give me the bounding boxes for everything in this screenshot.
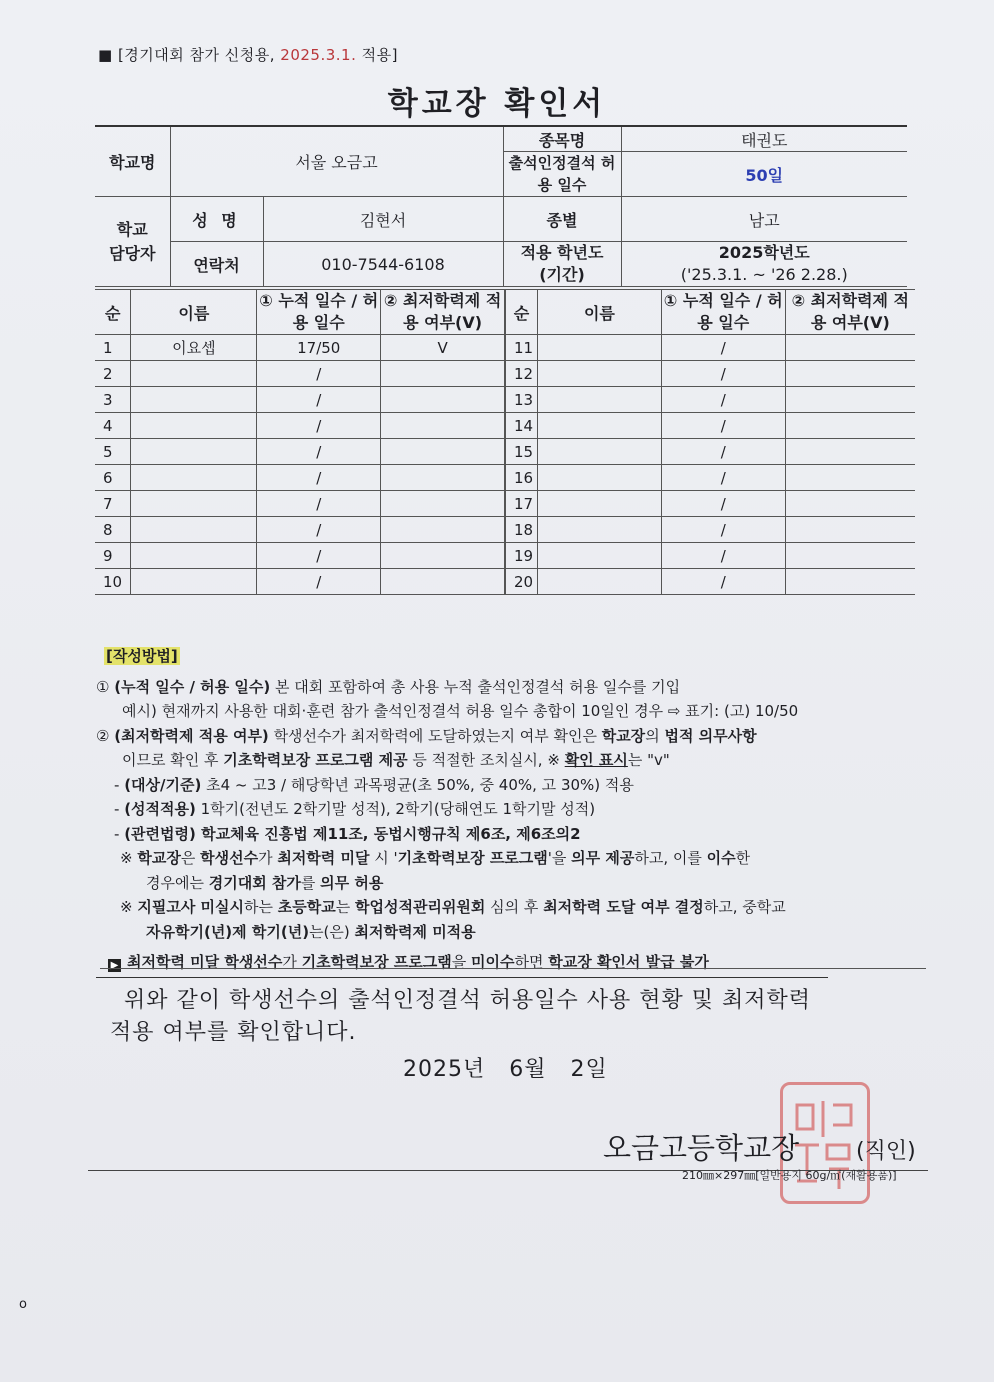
t: 는(은) (309, 922, 355, 941)
table-row (95, 439, 505, 465)
t: 초등학교 (277, 898, 336, 916)
cell-min (381, 465, 505, 491)
t: 이므로 확인 후 (122, 751, 224, 769)
t: 등 적절한 조치실시, ※ (407, 751, 565, 769)
cell-min (381, 543, 505, 569)
t: 기초학력보장 프로그램 (301, 953, 452, 971)
table-row (506, 517, 916, 543)
instr-line-3 (96, 724, 926, 749)
school-name-label: 학교명 (95, 126, 170, 197)
table-row (506, 439, 916, 465)
t: 의무 허용 (320, 873, 384, 892)
cell-no: 4 (95, 413, 131, 439)
instr-line-4 (96, 748, 926, 773)
cell-name (537, 387, 661, 413)
cell-no: 1 (95, 335, 131, 361)
event-label: 종목명 (503, 126, 621, 152)
cell-name (537, 569, 661, 595)
t: (최저학력제 적용 여부) (114, 726, 269, 745)
cell-no: 11 (506, 335, 538, 361)
t: 이수 (706, 849, 736, 867)
t: (대상/기준) (124, 775, 202, 794)
table-row (95, 413, 505, 439)
cell-name (537, 361, 661, 387)
confirm-line-1: 위와 같이 학생선수의 출석인정결석 허용일수 사용 현황 및 최저학력 (124, 988, 812, 1013)
col-days-header: ① 누적 일수 / 허용 일수 (257, 290, 381, 335)
t: 하고, 이를 (634, 849, 707, 867)
cell-no: 6 (95, 465, 131, 491)
cell-no: 2 (95, 361, 131, 387)
table-row (95, 491, 505, 517)
t: (관련법령) 학교체육 진흥법 제11조, 동법시행규칙 제6조, 제6조의2 (124, 824, 581, 843)
cell-min (785, 387, 915, 413)
cell-no: 8 (95, 517, 131, 543)
cell-min (785, 517, 915, 543)
year-period: ('25.3.1. ~ '26 2.28.) (680, 265, 848, 284)
cell-days: / (661, 361, 785, 387)
table-row (95, 465, 505, 491)
t: 시 ' (369, 849, 398, 867)
cell-days: / (257, 543, 381, 569)
t: 학업성적관리위원회 (354, 898, 486, 916)
col-no-header: 순 (95, 290, 131, 335)
cell-no: 20 (506, 569, 538, 595)
paper-spec: 210㎜×297㎜[일반용지 60g/㎡(재활용품)] (682, 1169, 897, 1182)
absence-days-value: 50일 (621, 152, 907, 197)
absence-days-label (503, 152, 621, 197)
t: 의무 제공 (571, 849, 635, 867)
table-row (506, 543, 916, 569)
cell-min (785, 335, 915, 361)
t: 학교장 (137, 849, 181, 867)
cell-name (537, 335, 661, 361)
cell-name (537, 491, 661, 517)
cell-name (537, 543, 661, 569)
instr-line-5 (96, 773, 926, 798)
cell-name (131, 491, 257, 517)
school-principal-signature: 오금고등학교장 (603, 1131, 800, 1165)
t: 하는 (244, 898, 278, 916)
table-row (506, 361, 916, 387)
cell-no: 13 (506, 387, 538, 413)
t: 심의 후 (485, 898, 544, 916)
t: 하면 (514, 953, 549, 971)
t: 최저학력 미달 (277, 849, 370, 867)
t: 최저학력 도달 여부 결정 (543, 898, 704, 916)
confirm-line-2: 적용 여부를 확인합니다. (110, 1020, 357, 1045)
t: 학교장 (601, 726, 646, 745)
cell-name (131, 465, 257, 491)
athlete-table-right (505, 289, 915, 595)
cell-no: 19 (506, 543, 538, 569)
cell-min: V (381, 335, 505, 361)
t: 의 (645, 726, 665, 745)
t: 자유학기(년)제 학기(년) (146, 922, 310, 941)
school-info-table (95, 125, 907, 287)
table-row (506, 335, 916, 361)
cell-no: 10 (95, 569, 131, 595)
table-row (95, 569, 505, 595)
t: 을 (451, 953, 472, 971)
table-row (95, 387, 505, 413)
cell-no: 18 (506, 517, 538, 543)
t: 지필고사 미실시 (137, 898, 244, 916)
gender-value: 남고 (621, 197, 907, 242)
t: 미이수 (471, 953, 515, 971)
cell-name (537, 439, 661, 465)
col-min-header: ② 최저학력제 적용 여부(V) (785, 290, 915, 335)
col-no-header: 순 (506, 290, 538, 335)
t: 가 (282, 953, 302, 971)
document-title: 학교장 확인서 (387, 86, 607, 122)
cell-no: 7 (95, 491, 131, 517)
t: 확인 표시 (564, 751, 628, 769)
issue-date: 2025년 6월 2일 (403, 1057, 608, 1082)
t: 은 (180, 849, 201, 867)
instr-line-6 (96, 797, 926, 822)
table-row (506, 491, 916, 517)
staff-contact-value: 010-7544-6108 (263, 242, 503, 287)
t: 본 대회 포함하여 총 사용 누적 출석인정결석 허용 일수를 기입 (270, 677, 681, 696)
section-divider (100, 968, 926, 969)
cell-min (381, 569, 505, 595)
cell-min (381, 413, 505, 439)
gender-label: 종별 (503, 197, 621, 242)
cell-name (537, 465, 661, 491)
t: 경우에는 (146, 873, 209, 892)
cell-min (785, 361, 915, 387)
cell-days: / (257, 569, 381, 595)
t: 초4 ~ 고3 / 해당학년 과목평균(초 50%, 중 40%, 고 30%) 적용 (201, 775, 634, 794)
cell-days: / (661, 335, 785, 361)
year-value-main: 2025학년도 (718, 243, 810, 262)
staff-label-text: 학교 담당자 (109, 219, 156, 263)
t: 는 (335, 898, 355, 916)
instr-line-9 (96, 871, 926, 896)
cell-min (381, 439, 505, 465)
cell-min (381, 387, 505, 413)
cell-no: 12 (506, 361, 538, 387)
year-value (621, 242, 907, 287)
writing-instructions (96, 644, 926, 978)
year-label (503, 242, 621, 287)
cell-no: 5 (95, 439, 131, 465)
t: 학생선수 (200, 849, 259, 867)
header-date: 2025.3.1. (280, 46, 357, 64)
t: 하고, 중학교 (703, 898, 786, 916)
t: 가 (258, 849, 278, 867)
t: 최저학력제 미적용 (354, 922, 476, 941)
arrow-box-icon: ▶ (108, 959, 121, 972)
cell-no: 3 (95, 387, 131, 413)
t: ② (96, 726, 115, 745)
cell-name (131, 361, 257, 387)
cell-no: 16 (506, 465, 538, 491)
t: ① (96, 677, 115, 696)
cell-min (785, 465, 915, 491)
t: 경기대회 참가 (208, 873, 301, 892)
instr-line-11 (96, 920, 926, 945)
t: 학생선수가 최저학력에 도달하였는지 여부 확인은 (268, 726, 602, 745)
cell-days: 17/50 (257, 335, 381, 361)
table-row (506, 413, 916, 439)
cell-days: / (661, 543, 785, 569)
table-row (506, 465, 916, 491)
instr-line-1 (96, 675, 926, 700)
t: (누적 일수 / 허용 일수) (114, 677, 271, 696)
cell-min (785, 439, 915, 465)
cell-no: 9 (95, 543, 131, 569)
cell-days: / (661, 491, 785, 517)
cell-min (785, 543, 915, 569)
cell-days: / (257, 517, 381, 543)
col-name-header: 이름 (537, 290, 661, 335)
header-prefix: ■ [경기대회 참가 신청용, (98, 46, 281, 64)
t: (성적적용) (124, 800, 196, 818)
t: '을 (547, 849, 572, 867)
instr-line-12 (96, 950, 828, 978)
cell-days: / (257, 387, 381, 413)
t: 기초학력보장 프로그램 (397, 849, 548, 867)
staff-name-label: 성 명 (170, 197, 263, 242)
cell-no: 17 (506, 491, 538, 517)
cell-days: / (257, 439, 381, 465)
t: - (114, 824, 125, 843)
t: 1학기(전년도 2학기말 성적), 2학기(당해연도 1학기말 성적) (195, 800, 596, 818)
col-min-header: ② 최저학력제 적용 여부(V) (381, 290, 505, 335)
instr-line-7 (96, 822, 926, 847)
cell-name: 이요셉 (131, 335, 257, 361)
staff-label (95, 197, 170, 287)
cell-days: / (661, 569, 785, 595)
staff-contact-label: 연락처 (170, 242, 263, 287)
cell-days: / (661, 465, 785, 491)
table-row (95, 335, 505, 361)
cell-name (131, 439, 257, 465)
event-value: 태권도 (621, 126, 907, 152)
instr-line-8 (96, 846, 926, 871)
col-name-header: 이름 (131, 290, 257, 335)
cell-days: / (661, 517, 785, 543)
instr-line-2 (96, 699, 926, 724)
cell-min (785, 569, 915, 595)
cell-min (785, 491, 915, 517)
instructions-heading: [작성방법] (106, 647, 178, 665)
t: 기초학력보장 프로그램 제공 (223, 751, 408, 769)
cell-name (537, 413, 661, 439)
table-row (506, 569, 916, 595)
cell-days: / (661, 387, 785, 413)
cell-days: / (661, 439, 785, 465)
table-row (95, 361, 505, 387)
cell-name (131, 387, 257, 413)
cell-name (131, 413, 257, 439)
cell-no: 14 (506, 413, 538, 439)
cell-name (131, 517, 257, 543)
t: 예시) 현재까지 사용한 대회·훈련 참가 출석인정결석 허용 일수 총합이 10일인 경우 ⇨ 표기: (고) 10/50 (122, 702, 799, 720)
cell-min (381, 517, 505, 543)
t: - (114, 775, 125, 794)
t: - (114, 800, 125, 818)
cell-name (537, 517, 661, 543)
form-header-note (98, 44, 398, 65)
seal-note: (직인) (856, 1139, 916, 1164)
cell-days: / (257, 465, 381, 491)
cell-days: / (257, 491, 381, 517)
instr-line-10 (96, 895, 926, 920)
cell-name (131, 569, 257, 595)
table-row (95, 543, 505, 569)
cell-no: 15 (506, 439, 538, 465)
cell-days: / (257, 361, 381, 387)
t: ※ (120, 898, 138, 916)
t: ※ (120, 849, 138, 867)
t: 법적 의무사항 (664, 726, 757, 745)
corner-mark: o (19, 1297, 27, 1312)
t: 는 "v" (627, 751, 670, 769)
year-label-text: 적용 학년도 (기간) (520, 243, 604, 284)
t: 최저학력 미달 학생선수 (127, 953, 283, 971)
header-suffix: 적용] (356, 46, 398, 64)
col-days-header: ① 누적 일수 / 허용 일수 (661, 290, 785, 335)
school-name-value: 서울 오금고 (170, 126, 503, 197)
cell-min (381, 491, 505, 517)
cell-days: / (257, 413, 381, 439)
cell-min (785, 413, 915, 439)
athlete-table-left (95, 289, 505, 595)
cell-min (381, 361, 505, 387)
table-row (506, 387, 916, 413)
t: 를 (300, 873, 321, 892)
cell-name (131, 543, 257, 569)
cell-days: / (661, 413, 785, 439)
t: 한 (735, 849, 751, 867)
staff-name-value: 김현서 (263, 197, 503, 242)
table-row (95, 517, 505, 543)
t: 학교장 확인서 발급 불가 (548, 953, 709, 971)
absence-days-label-text: 출석인정결석 허용 일수 (508, 154, 616, 194)
